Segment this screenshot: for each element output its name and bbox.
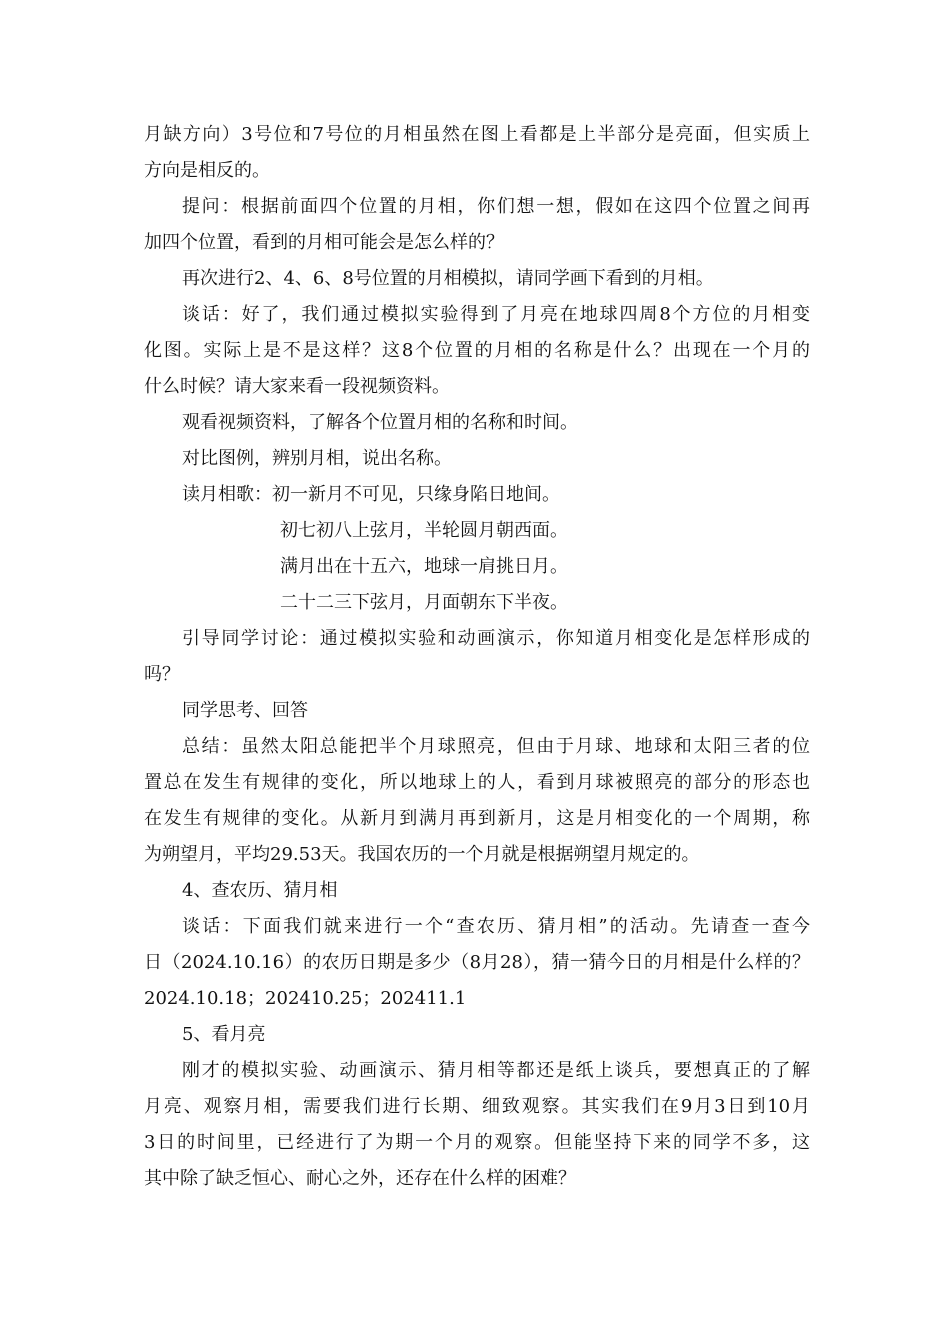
paragraph-line: 什么时候？请大家来看一段视频资料。 bbox=[144, 376, 450, 397]
paragraph-line: 总结：虽然太阳总能把半个月球照亮，但由于月球、地球和太阳三者的位 bbox=[182, 736, 810, 757]
paragraph-line: 观看视频资料，了解各个位置月相的名称和时间。 bbox=[182, 412, 578, 433]
poem-line: 满月出在十五六，地球一肩挑日月。 bbox=[280, 556, 568, 577]
paragraph-line: 引导同学讨论：通过模拟实验和动画演示，你知道月相变化是怎样形成的 bbox=[182, 628, 810, 649]
paragraph-line: 在发生有规律的变化。从新月到满月再到新月，这是月相变化的一个周期，称 bbox=[144, 808, 810, 829]
paragraph-line: 其中除了缺乏恒心、耐心之外，还存在什么样的困难？ bbox=[144, 1168, 576, 1189]
document-page bbox=[144, 117, 810, 1197]
paragraph-line: 方向是相反的。 bbox=[144, 160, 270, 181]
paragraph-line: 为朔望月，平均29.53天。我国农历的一个月就是根据朔望月规定的。 bbox=[144, 844, 700, 865]
paragraph-line: 刚才的模拟实验、动画演示、猜月相等都还是纸上谈兵，要想真正的了解 bbox=[182, 1060, 810, 1081]
poem-line: 读月相歌：初一新月不可见，只缘身陷日地间。 bbox=[182, 484, 560, 505]
paragraph-line: 谈话：好了，我们通过模拟实验得到了月亮在地球四周8个方位的月相变 bbox=[182, 304, 810, 325]
paragraph-line: 提问：根据前面四个位置的月相，你们想一想，假如在这四个位置之间再 bbox=[182, 196, 810, 217]
paragraph-line: 3日的时间里，已经进行了为期一个月的观察。但能坚持下来的同学不多，这 bbox=[144, 1132, 810, 1153]
paragraph-line: 谈话：下面我们就来进行一个“查农历、猜月相”的活动。先请查一查今 bbox=[182, 916, 810, 937]
paragraph-line: 吗？ bbox=[144, 664, 180, 685]
paragraph-line: 对比图例，辨别月相，说出名称。 bbox=[182, 448, 452, 469]
paragraph-line: 加四个位置，看到的月相可能会是怎么样的？ bbox=[144, 232, 504, 253]
paragraph-line: 月缺方向）3号位和7号位的月相虽然在图上看都是上半部分是亮面，但实质上 bbox=[144, 124, 810, 145]
paragraph-line: 同学思考、回答 bbox=[182, 700, 308, 721]
paragraph-line: 月亮、观察月相，需要我们进行长期、细致观察。其实我们在9月3日到10月 bbox=[144, 1096, 810, 1117]
section-heading: 4、查农历、猜月相 bbox=[182, 880, 338, 901]
paragraph-line: 再次进行2、4、6、8号位置的月相模拟，请同学画下看到的月相。 bbox=[182, 268, 714, 289]
poem-line: 初七初八上弦月，半轮圆月朝西面。 bbox=[280, 520, 568, 541]
paragraph-line: 2024.10.18；202410.25；202411.1 bbox=[144, 988, 467, 1009]
paragraph-line: 置总在发生有规律的变化，所以地球上的人，看到月球被照亮的部分的形态也 bbox=[144, 772, 810, 793]
paragraph-line: 化图。实际上是不是这样？这8个位置的月相的名称是什么？出现在一个月的 bbox=[144, 340, 810, 361]
section-heading: 5、看月亮 bbox=[182, 1024, 266, 1045]
poem-line: 二十二三下弦月，月面朝东下半夜。 bbox=[280, 592, 568, 613]
paragraph-line: 日（2024.10.16）的农历日期是多少（8月28），猜一猜今日的月相是什么样的？ bbox=[144, 952, 810, 973]
